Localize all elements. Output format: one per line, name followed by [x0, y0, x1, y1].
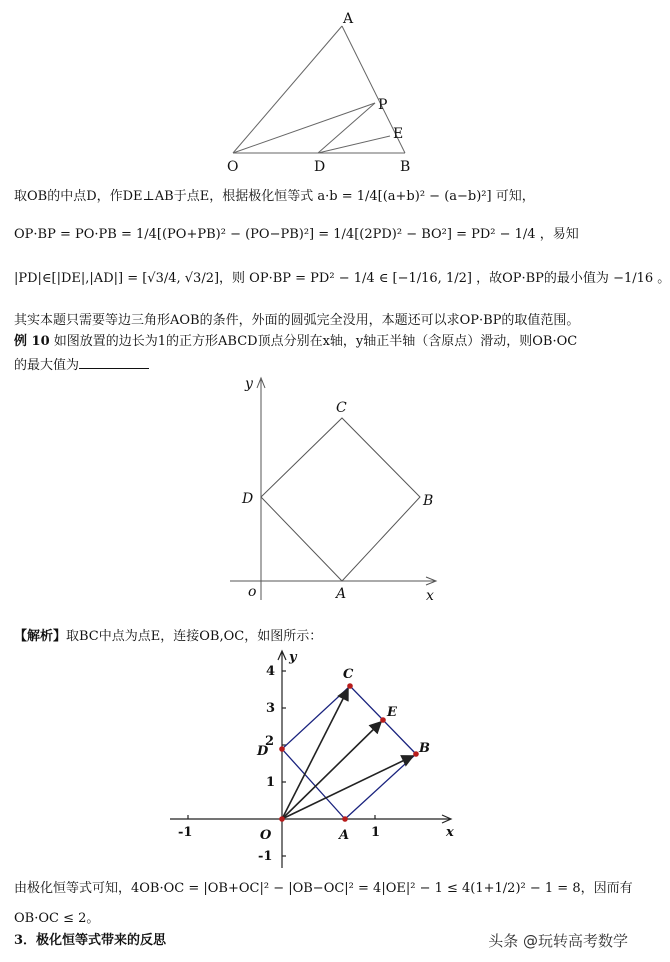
solution-line: [14, 628, 322, 646]
paragraph-line-1: [14, 188, 535, 206]
y-tick-label-3: 3: [266, 701, 276, 716]
label-x: x: [446, 825, 454, 840]
label-d: D: [242, 491, 254, 507]
label-a: A: [343, 11, 354, 27]
paragraph-line-8: 由极化恒等式可知，4OB·OC = |OB+OC|² − |OB−OC|² = 4|OE|² − 1 ≤ 4(1+1/2)² − 1 = 8，因而有: [14, 881, 633, 896]
label-e: E: [387, 705, 397, 720]
label-o: O: [227, 159, 239, 175]
y-tick-label-neg1: -1: [258, 849, 273, 864]
text-l1b: 可知，: [495, 189, 535, 204]
label-y: y: [245, 376, 253, 392]
label-d-tick: 2: [265, 734, 275, 749]
paragraph-line-5: [14, 333, 577, 351]
point-c: [347, 683, 353, 689]
watermark: 头条 @玩转高考数学: [488, 932, 628, 950]
label-y: y: [289, 650, 297, 665]
figure-square: [230, 372, 450, 607]
label-a: A: [336, 586, 347, 602]
example-number: 例 10: [14, 334, 50, 349]
text-l2b: ，易知: [539, 227, 579, 242]
x-tick-label-1: 1: [371, 825, 381, 840]
point-d: [279, 746, 285, 752]
point-b: [413, 751, 419, 757]
figure-triangle: [200, 5, 440, 180]
formula-range: |PD|∈[|DE|,|AD|] = [√3/4, √3/2]，则 OP·BP = PD² − 1/4 ∈ [−1/16, 1/2]: [14, 271, 472, 286]
label-b: B: [419, 741, 430, 756]
label-b: B: [400, 159, 411, 175]
example-text: 如图放置的边长为1的正方形ABCD顶点分别在x轴，y轴正半轴（含原点）滑动，则OB·OC: [53, 334, 578, 349]
answer-blank: [79, 354, 149, 369]
vector-oc: [282, 689, 348, 819]
paragraph-line-3: [14, 270, 670, 288]
label-a: A: [339, 828, 350, 843]
text-l3b: ，故OP·BP的最小值为 −1/16 。: [476, 271, 670, 286]
y-tick-label-1: 1: [266, 775, 276, 790]
label-c: C: [336, 400, 347, 416]
square-abcd: [261, 418, 420, 581]
paragraph-line-9: OB·OC ≤ 2。: [14, 911, 100, 926]
y-tick-label-4: 4: [266, 664, 276, 679]
point-o: [279, 816, 285, 822]
label-p: P: [378, 97, 388, 113]
paragraph-line-6: [14, 354, 149, 375]
answer-prompt: 的最大值为: [14, 358, 80, 373]
x-tick-label-neg1: -1: [178, 825, 193, 840]
label-o: O: [260, 828, 272, 843]
paragraph-line-2: [14, 226, 579, 244]
paragraph-line-4: 其实本题只需要等边三角形AOB的条件，外面的圆弧完全没用，本题还可以求OP·BP的取值范围。: [14, 313, 580, 328]
label-e: E: [393, 126, 404, 142]
vector-ob: [282, 756, 413, 819]
solution-label: 【解析】: [14, 629, 67, 644]
point-e: [380, 717, 386, 723]
text-l1a: 取OB的中点D，作DE⊥AB于点E，根据极化恒等式: [14, 189, 314, 204]
point-a: [342, 816, 348, 822]
formula-op-bp: OP·BP = PO·PB = 1/4[(PO+PB)² − (PO−PB)²] = 1/4[(2PD)² − BO²] = PD² − 1/4: [14, 227, 536, 242]
segment-de: [318, 136, 390, 153]
label-d: D: [314, 159, 326, 175]
figure-vectors: [160, 648, 460, 873]
label-origin: o: [248, 584, 257, 600]
label-x: x: [426, 588, 434, 604]
label-c: C: [343, 667, 354, 682]
section-heading: 3．极化恒等式带来的反思: [14, 933, 167, 948]
label-d: D: [257, 744, 269, 759]
formula-polarization: a·b = 1/4[(a+b)² − (a−b)²]: [317, 189, 492, 204]
solution-text: 取BC中点为点E，连接OB,OC，如图所示：: [66, 629, 323, 644]
label-b: B: [423, 493, 434, 509]
segment-dp: [318, 103, 375, 153]
